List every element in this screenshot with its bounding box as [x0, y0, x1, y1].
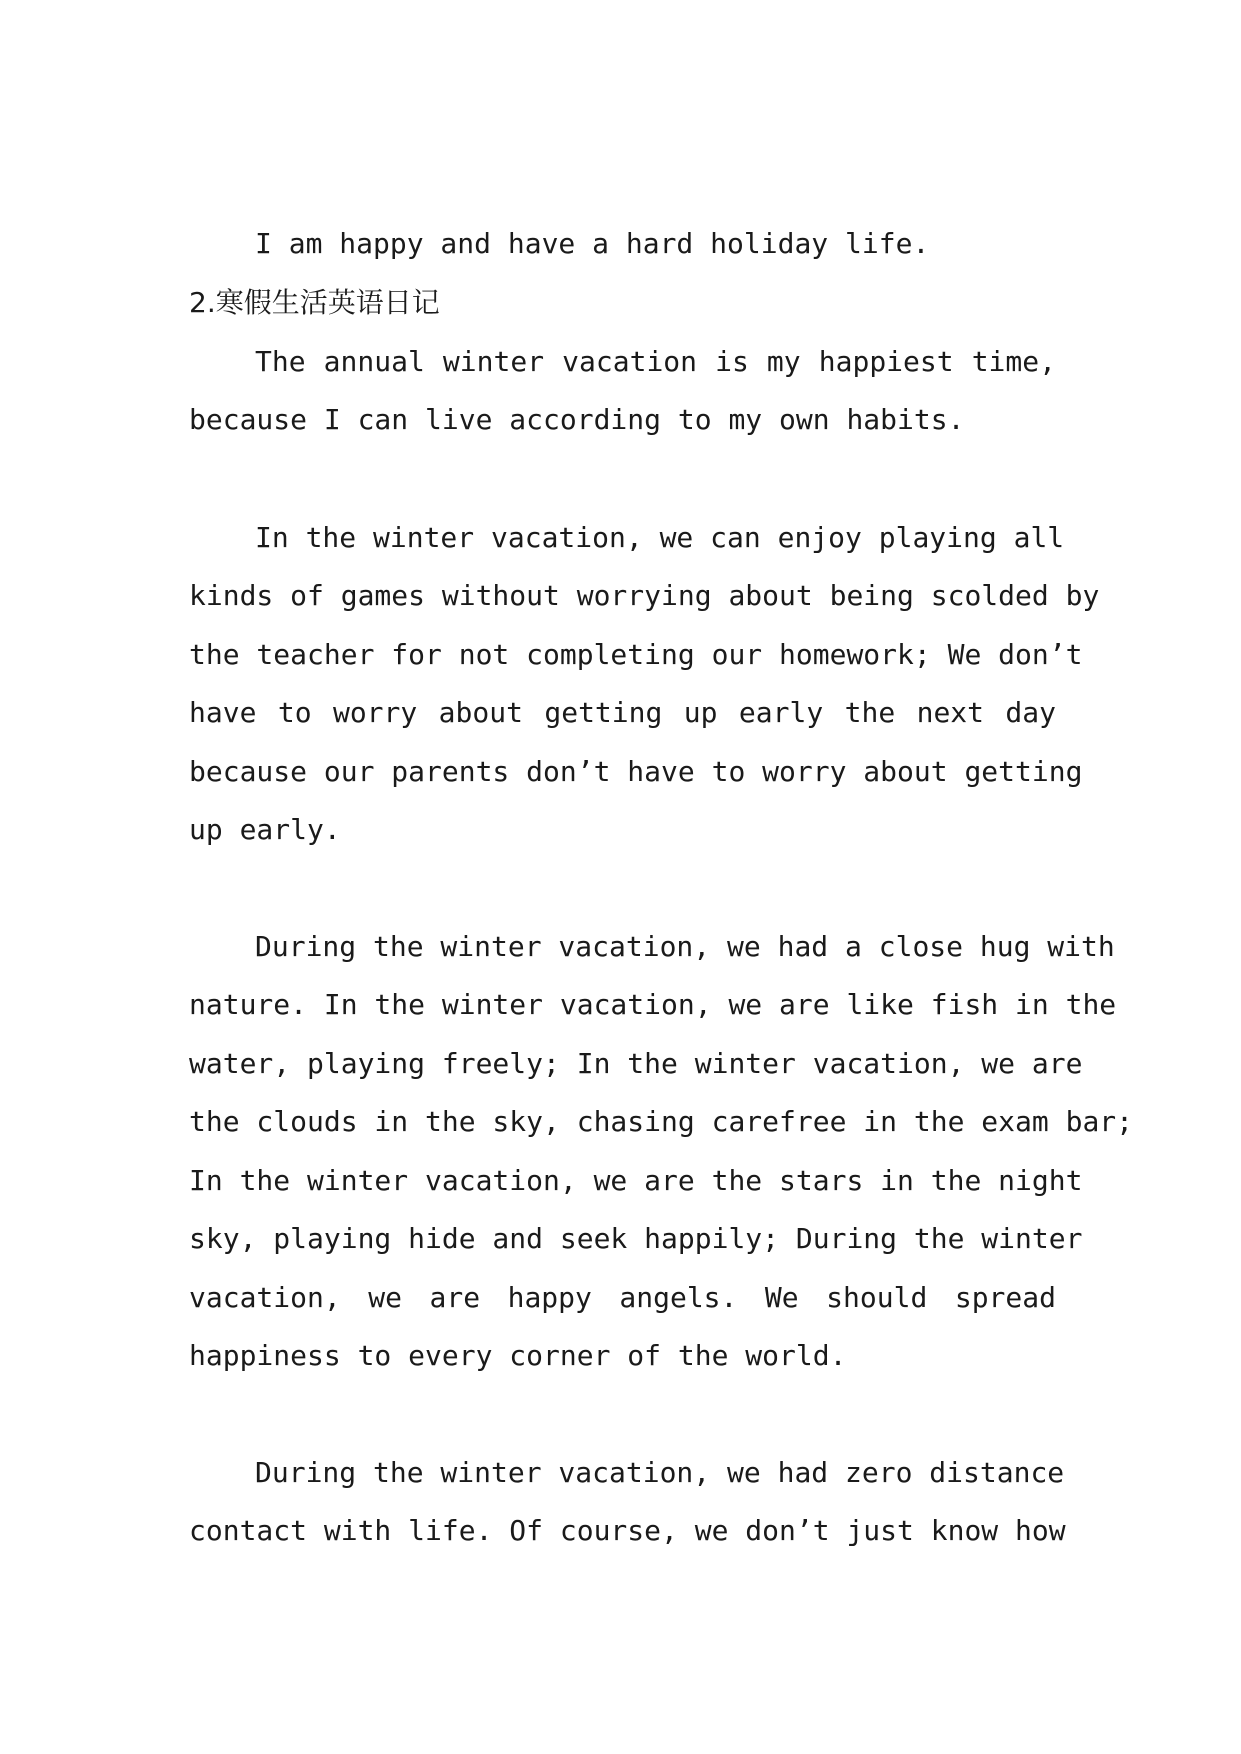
- paragraph-line: During the winter vacation, we had a close hug with: [255, 930, 1115, 963]
- paragraph-line: nature. In the winter vacation, we are like fish in the: [189, 988, 1117, 1021]
- section-heading: 2.寒假生活英语日记: [189, 286, 440, 319]
- paragraph-line: have to worry about getting up early the next day: [189, 696, 1056, 729]
- paragraph-line: the clouds in the sky, chasing carefree in the exam bar;: [189, 1105, 1134, 1138]
- paragraph-line: In the winter vacation, we can enjoy playing all: [255, 521, 1065, 554]
- paragraph-line: I am happy and have a hard holiday life.: [255, 227, 930, 260]
- paragraph-line: sky, playing hide and seek happily; During the winter: [189, 1222, 1083, 1255]
- paragraph-line: kinds of games without worrying about being scolded by: [189, 579, 1100, 612]
- paragraph-line: happiness to every corner of the world.: [189, 1339, 847, 1372]
- paragraph-line: vacation, we are happy angels. We should spread: [189, 1281, 1056, 1314]
- paragraph-line: because I can live according to my own habits.: [189, 403, 965, 436]
- paragraph-line: During the winter vacation, we had zero distance: [255, 1456, 1065, 1489]
- paragraph-line: contact with life. Of course, we don’t just know how: [189, 1514, 1066, 1547]
- paragraph-line: the teacher for not completing our homework; We don’t: [189, 638, 1083, 671]
- paragraph-line: because our parents don’t have to worry about getting: [189, 755, 1083, 788]
- paragraph-line: In the winter vacation, we are the stars in the night: [189, 1164, 1083, 1197]
- paragraph-line: water, playing freely; In the winter vacation, we are: [189, 1047, 1083, 1080]
- paragraph-line: The annual winter vacation is my happiest time,: [255, 345, 1056, 378]
- paragraph-line: up early.: [189, 813, 341, 846]
